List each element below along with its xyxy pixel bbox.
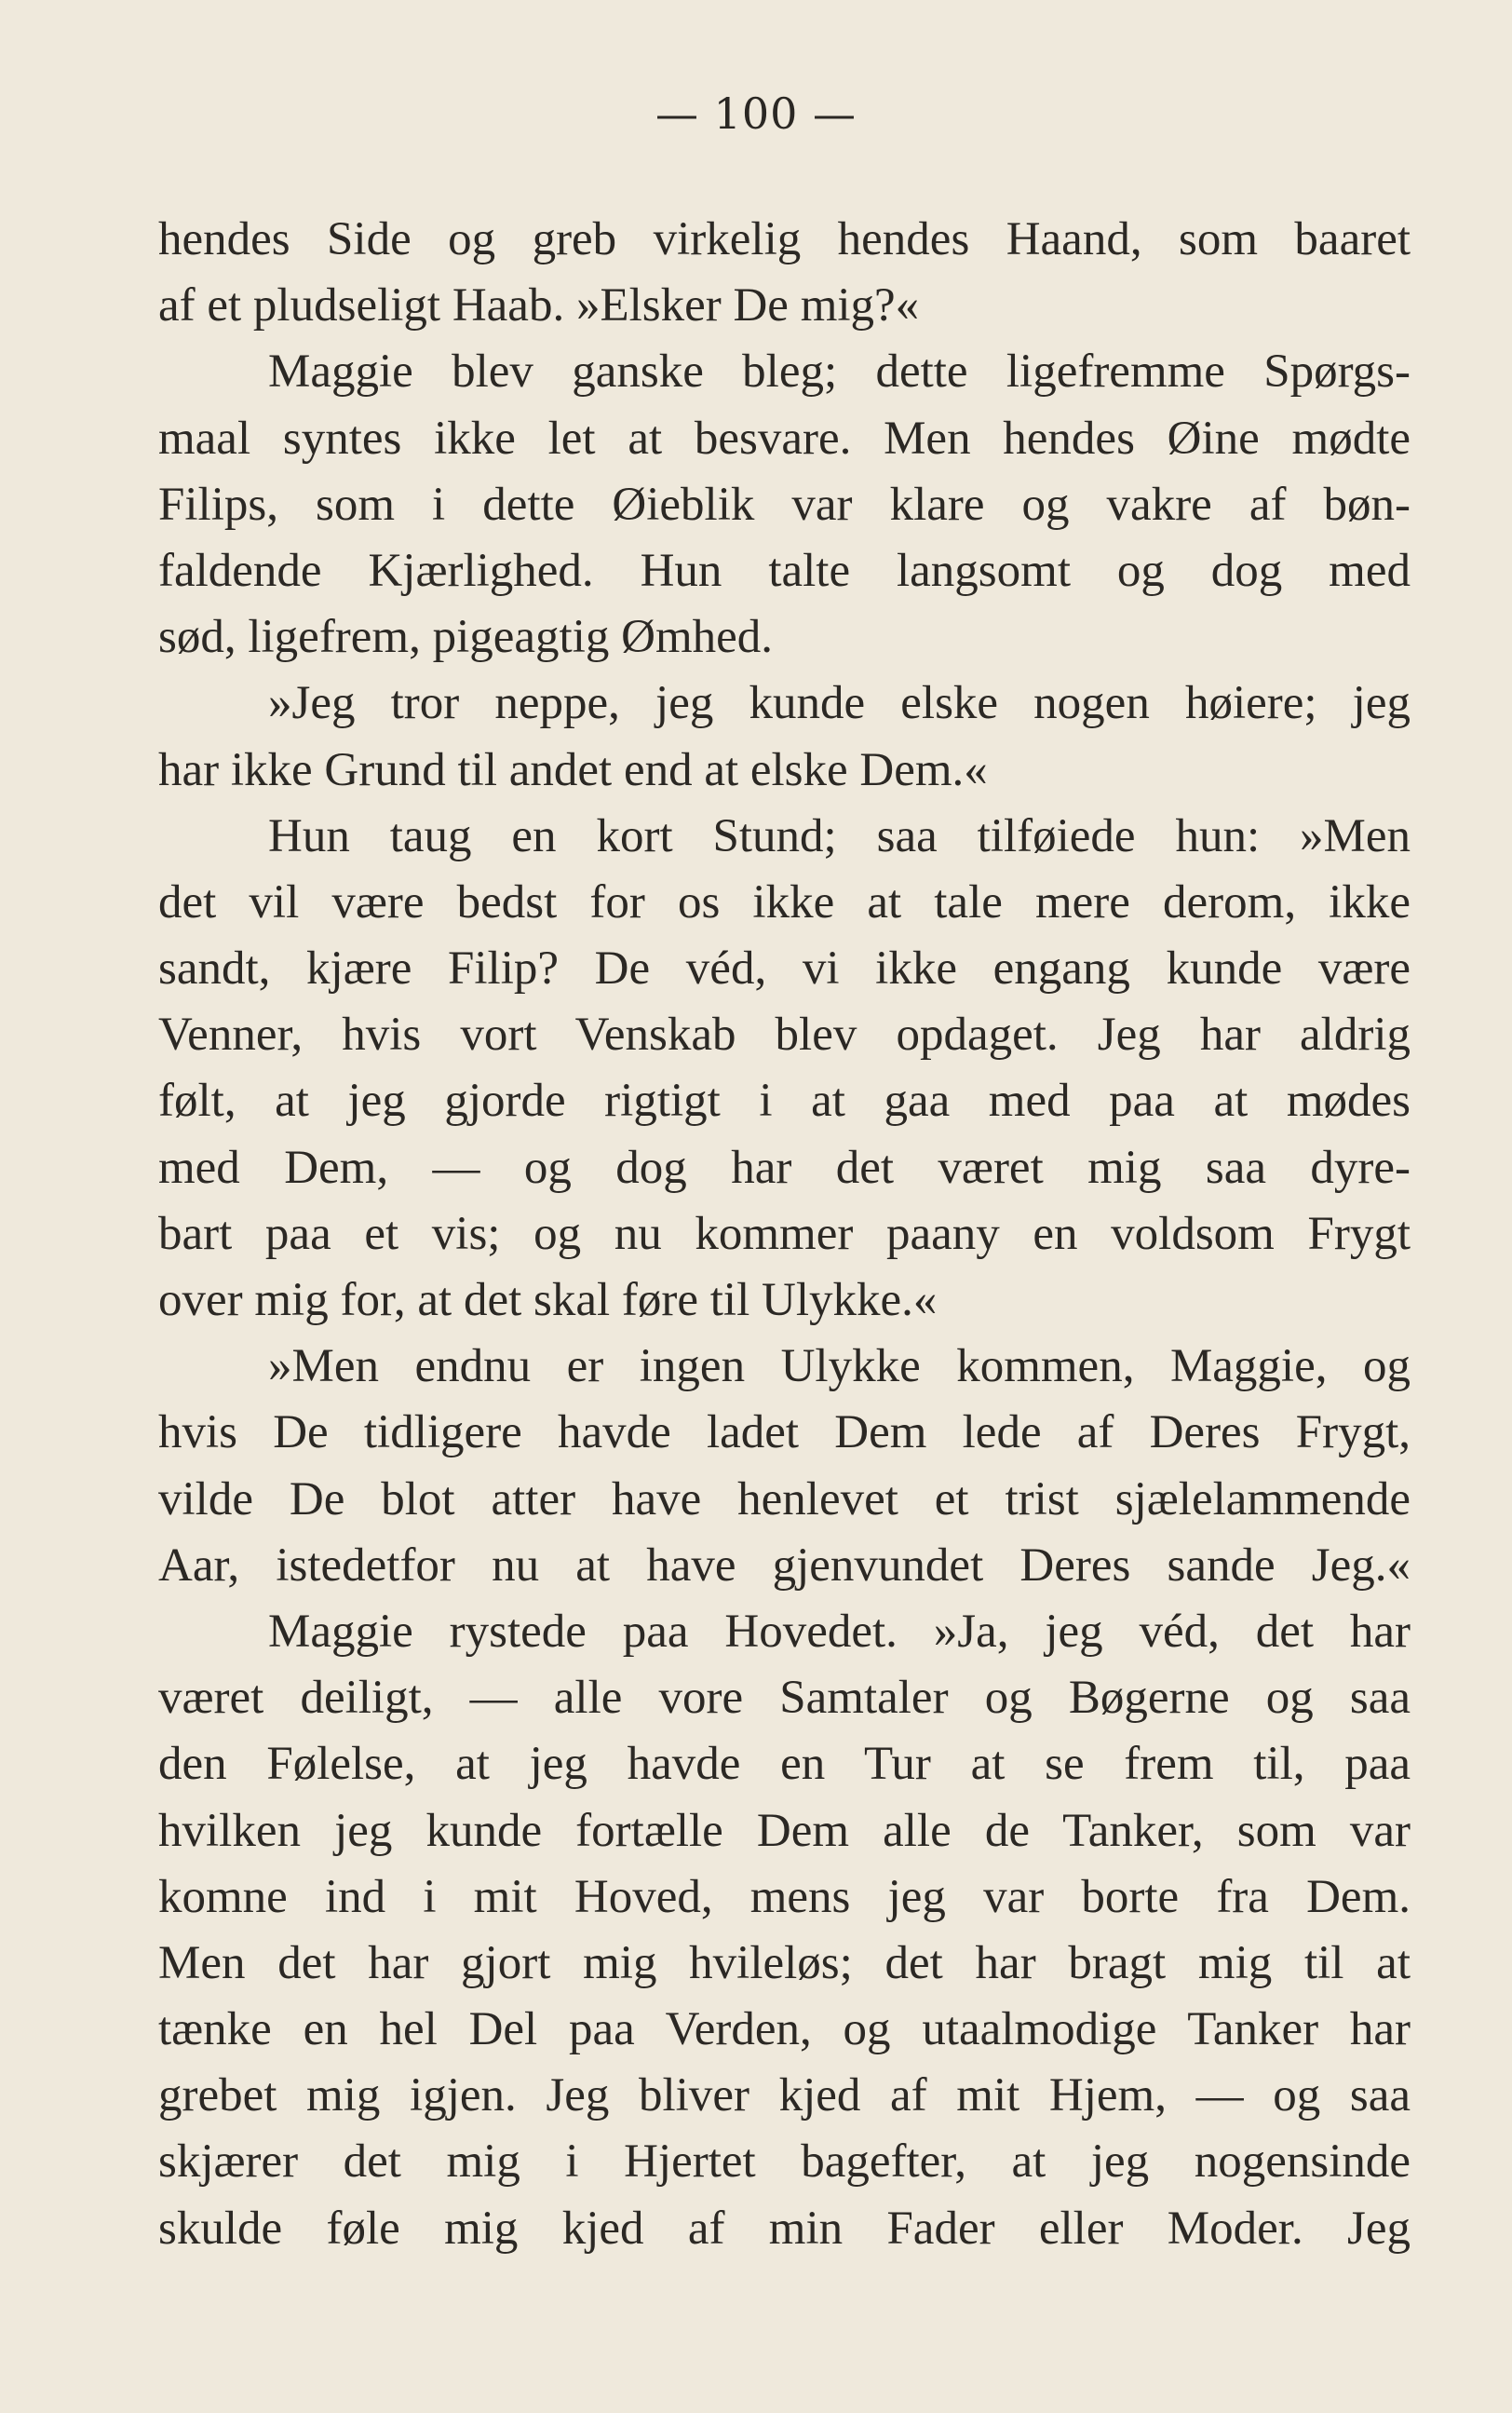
text-line: af et pludseligt Haab. »Elsker De mig?« — [158, 279, 920, 332]
text-line: sandt, kjære Filip? De véd, vi ikke engang kunde være — [158, 942, 1411, 996]
page-number-header: — 100 — — [655, 88, 857, 139]
text-line: skulde føle mig kjed af min Fader eller Moder. Jeg — [158, 2202, 1411, 2255]
text-line: sød, ligefrem, pigeagtig Ømhed. — [158, 611, 774, 664]
text-line: Maggie blev ganske bleg; dette ligefremme Spørgs- — [268, 346, 1411, 399]
text-line: det vil være bedst for os ikke at tale mere derom, ikke — [158, 875, 1411, 929]
text-line: følt, at jeg gjorde rigtigt i at gaa med paa at mødes — [158, 1075, 1411, 1128]
body-text — [158, 207, 1411, 2262]
text-line: tænke en hel Del paa Verden, og utaalmodige Tanker har — [158, 2003, 1411, 2056]
text-line: Aar, istedetfor nu at have gjenvundet Deres sande Jeg.« — [158, 1539, 1411, 1592]
text-line: grebet mig igjen. Jeg bliver kjed af mit Hjem, — og saa — [158, 2069, 1411, 2122]
text-line: »Jeg tror neppe, jeg kunde elske nogen høiere; jeg — [268, 677, 1411, 730]
text-line: bart paa et vis; og nu kommer paany en voldsom Frygt — [158, 1207, 1411, 1260]
text-line: været deiligt, — alle vore Samtaler og Bøgerne og saa — [158, 1672, 1411, 1725]
text-line: skjærer det mig i Hjertet bagefter, at jeg nogensinde — [158, 2135, 1411, 2189]
text-line: Filips, som i dette Øieblik var klare og vakre af bøn- — [158, 478, 1411, 531]
text-line: Men det har gjort mig hvileløs; det har bragt mig til at — [158, 1936, 1411, 1989]
text-line: Maggie rystede paa Hovedet. »Ja, jeg véd, det har — [268, 1605, 1411, 1658]
text-line: over mig for, at det skal føre til Ulykke.« — [158, 1274, 938, 1326]
text-line: den Følelse, at jeg havde en Tur at se frem til, paa — [158, 1738, 1411, 1791]
text-line: Venner, hvis vort Venskab blev opdaget. Jeg har aldrig — [158, 1009, 1411, 1062]
text-line: med Dem, — og dog har det været mig saa dyre- — [158, 1141, 1411, 1194]
text-line: komne ind i mit Hoved, mens jeg var borte fra Dem. — [158, 1870, 1411, 1923]
text-line: har ikke Grund til andet end at elske Dem.« — [158, 743, 988, 796]
text-line: vilde De blot atter have henlevet et trist sjælelammende — [158, 1472, 1411, 1525]
text-line: hvis De tidligere havde ladet Dem lede af Deres Frygt, — [158, 1406, 1411, 1459]
text-line: »Men endnu er ingen Ulykke kommen, Maggie, og — [268, 1340, 1411, 1393]
text-line: maal syntes ikke let at besvare. Men hendes Øine mødte — [158, 412, 1411, 465]
text-line: hvilken jeg kunde fortælle Dem alle de Tanker, som var — [158, 1804, 1411, 1857]
text-line: faldende Kjærlighed. Hun talte langsomt og dog med — [158, 544, 1411, 597]
text-line: Hun taug en kort Stund; saa tilføiede hun: »Men — [268, 809, 1411, 862]
text-line: hendes Side og greb virkelig hendes Haand, som baaret — [158, 213, 1411, 265]
